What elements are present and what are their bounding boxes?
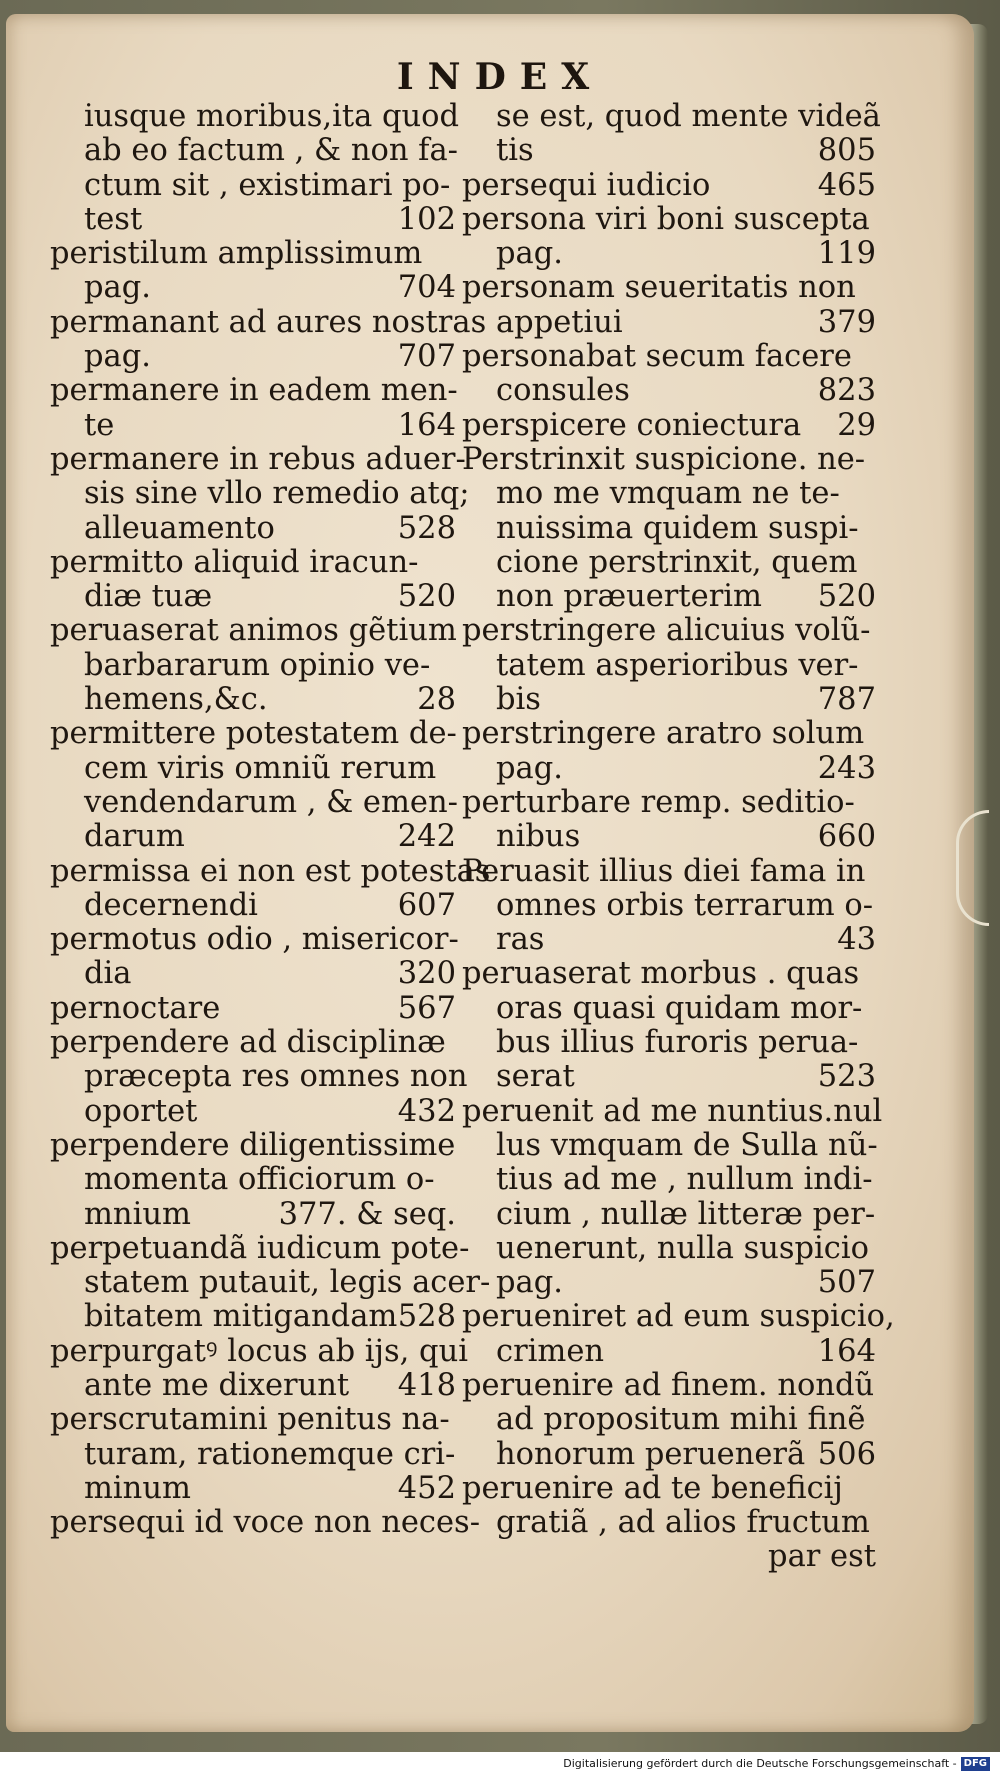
entry-text: mnium — [84, 1196, 191, 1232]
entry-text: ras — [496, 922, 545, 958]
entry-text: Peruasit illius diei fama in — [462, 853, 866, 889]
page-reference: 43 — [837, 922, 876, 958]
entry-text: ad propositum mihi finẽ — [496, 1402, 866, 1438]
entry-text: peruenire ad te beneficij — [462, 1470, 843, 1506]
index-entry-line — [50, 374, 456, 408]
index-entry-line — [50, 169, 456, 203]
entry-text: permanant ad aures nostras — [50, 304, 487, 340]
index-entry-line — [462, 580, 876, 614]
entry-text: vendendarum , & emen- — [84, 784, 458, 820]
index-entry-line — [50, 409, 456, 443]
index-entry-line — [462, 1472, 876, 1506]
entry-text: minum — [84, 1470, 191, 1506]
index-entry-line — [462, 717, 876, 751]
page-reference: 707 — [397, 339, 456, 375]
page-reference: 243 — [817, 750, 876, 786]
index-entry-line — [50, 1403, 456, 1437]
page-reference: 28 — [417, 682, 456, 718]
entry-text: persequi iudicio — [462, 167, 711, 203]
page-reference: 320 — [397, 956, 456, 992]
index-entry-line — [50, 1198, 456, 1232]
entry-text: præcepta res omnes non — [84, 1059, 468, 1095]
page-reference: 164 — [397, 407, 456, 443]
page-reference: 787 — [817, 682, 876, 718]
index-entry-line — [462, 512, 876, 546]
index-entry-line — [462, 1403, 876, 1437]
entry-text: nibus — [496, 819, 581, 855]
entry-text: mo me vmquam ne te- — [496, 476, 840, 512]
page-reference: 432 — [397, 1093, 456, 1129]
entry-text: alleuamento — [84, 510, 275, 546]
index-entry-line — [50, 237, 456, 271]
index-entry-line — [50, 889, 456, 923]
index-entry-line — [462, 1129, 876, 1163]
index-entry-line — [50, 957, 456, 991]
entry-text: serat — [496, 1059, 575, 1095]
entry-text: perstringere alicuius volũ- — [462, 613, 871, 649]
entry-text: persona viri boni suscepta — [462, 201, 870, 237]
index-entry-line — [462, 855, 876, 889]
entry-text: turam, rationemque cri- — [84, 1436, 456, 1472]
index-entry-line — [50, 683, 456, 717]
page-reference: 119 — [817, 236, 876, 272]
index-entry-line — [50, 649, 456, 683]
page-reference: 29 — [837, 407, 876, 443]
page-reference: 379 — [817, 304, 876, 340]
entry-text: ante me dixerunt — [84, 1367, 350, 1403]
entry-text: pag. — [496, 236, 563, 272]
entry-text: decernendi — [84, 887, 258, 923]
entry-text: honorum peruenerã — [496, 1436, 806, 1472]
entry-text: te — [84, 407, 115, 443]
index-entry-line — [462, 1506, 876, 1540]
index-entry-line — [462, 1026, 876, 1060]
index-entry-line — [50, 786, 456, 820]
clasp-ring — [956, 810, 989, 926]
index-entry-line — [462, 820, 876, 854]
index-entry-line — [462, 1369, 876, 1403]
entry-text: peruaserat animos gẽtium — [50, 613, 457, 649]
entry-text: pernoctare — [50, 990, 221, 1026]
entry-text: permitto aliquid iracun- — [50, 544, 419, 580]
index-entry-line — [50, 271, 456, 305]
entry-text: consules — [496, 373, 630, 409]
index-entry-line — [50, 922, 459, 958]
index-entry-line — [50, 1333, 468, 1369]
entry-text: perscrutamini penitus na- — [50, 1402, 450, 1438]
digitization-footer — [0, 1754, 990, 1773]
index-entry-line — [462, 889, 876, 923]
entry-text: tis — [496, 133, 534, 169]
entry-text: bitatem mitigandam — [84, 1299, 398, 1335]
index-entry-line — [462, 683, 876, 717]
index-entry-line — [462, 1438, 876, 1472]
index-entry-line — [50, 580, 456, 614]
entry-text: perturbare remp. seditio- — [462, 784, 855, 820]
index-entry-line — [462, 1540, 876, 1574]
entry-text: momenta officiorum o- — [84, 1162, 435, 1198]
index-entry-line — [50, 304, 487, 340]
index-entry-line — [50, 1163, 456, 1197]
page-reference: 823 — [817, 373, 876, 409]
index-entry-line — [50, 1059, 468, 1095]
index-entry-line — [50, 1369, 456, 1403]
index-entry-line — [50, 1095, 456, 1129]
entry-text: bis — [496, 682, 541, 718]
entry-text: pag. — [84, 270, 151, 306]
entry-text: oportet — [84, 1093, 198, 1129]
index-entry-line — [462, 1060, 876, 1094]
entry-text: perspicere coniectura — [462, 407, 802, 443]
page-reference: par est — [768, 1539, 876, 1575]
index-entry-line — [462, 340, 876, 374]
index-entry-line — [462, 957, 876, 991]
entry-text: peristilum amplissimum — [50, 236, 423, 272]
index-entry-line — [462, 306, 876, 340]
entry-text: statem putauit, legis acer- — [84, 1265, 491, 1301]
index-entry-line — [50, 476, 470, 512]
entry-text: nuissima quidem suspi- — [496, 510, 859, 546]
index-column-right — [462, 99, 895, 1575]
index-entry-line — [462, 203, 876, 237]
page-reference: 102 — [397, 201, 456, 237]
index-entry-line — [50, 1026, 456, 1060]
entry-text: pag. — [496, 1265, 563, 1301]
entry-text: se est, quod mente videã — [496, 99, 881, 134]
entry-text: oras quasi quidam mor- — [496, 990, 863, 1026]
entry-text: darum — [84, 819, 185, 855]
index-entry-line — [50, 512, 456, 546]
index-entry-line — [50, 1505, 480, 1541]
entry-text: bus illius furoris perua- — [496, 1025, 859, 1061]
entry-text: barbararum opinio ve- — [84, 647, 431, 683]
page-reference: 507 — [817, 1265, 876, 1301]
entry-text: lus vmquam de Sulla nũ- — [496, 1127, 878, 1163]
entry-text: perpendere ad disciplinæ — [50, 1025, 446, 1061]
entry-text: sis sine vllo remedio atq; — [84, 476, 470, 512]
index-entry-line — [50, 1265, 491, 1301]
page-reference: 418 — [397, 1367, 456, 1403]
page-reference: 164 — [817, 1333, 876, 1369]
index-entry-line — [462, 1232, 876, 1266]
index-entry-line — [50, 134, 456, 168]
index-entry-line — [462, 992, 876, 1026]
entry-text: personabat secum facere — [462, 339, 852, 375]
entry-text: permanere in rebus aduer- — [50, 441, 466, 477]
index-entry-line — [462, 923, 876, 957]
index-entry-line — [462, 1299, 895, 1335]
entry-text: persequi id voce non neces- — [50, 1505, 480, 1541]
entry-text: personam seueritatis non — [462, 270, 856, 306]
index-entry-line — [462, 477, 876, 511]
dfg-logo: DFG — [961, 1757, 990, 1771]
entry-text: test — [84, 201, 143, 237]
index-entry-line — [462, 1163, 876, 1197]
entry-text: cem viris omniũ rerum — [84, 750, 437, 786]
page-reference: 523 — [817, 1059, 876, 1095]
page-reference: 242 — [397, 819, 456, 855]
entry-text: Perstrinxit suspicione. ne- — [462, 441, 866, 477]
entry-text: iusque moribus,ita quod — [84, 99, 460, 134]
index-entry-line — [462, 1093, 883, 1129]
index-entry-line — [50, 441, 466, 477]
entry-text: peruenit ad me nuntius.nul — [462, 1093, 883, 1129]
entry-text: perpurgatꝰ locus ab ijs, qui — [50, 1333, 468, 1369]
page-reference: 520 — [397, 579, 456, 615]
entry-text: permissa ei non est potestas — [50, 853, 491, 889]
index-entry-line — [50, 614, 456, 648]
index-entry-line — [50, 99, 460, 134]
entry-text: gratiã , ad alios fructum — [496, 1505, 870, 1541]
index-entry-line — [462, 786, 876, 820]
index-entry-line — [50, 853, 491, 889]
index-entry-line — [50, 203, 456, 237]
page-reference: 607 — [397, 887, 456, 923]
index-entry-line — [50, 820, 456, 854]
index-entry-line — [50, 752, 456, 786]
index-entry-line — [50, 1300, 456, 1334]
page-reference: 506 — [817, 1436, 876, 1472]
entry-text: perueniret ad eum suspicio, — [462, 1299, 895, 1335]
entry-text: permanere in eadem men- — [50, 373, 458, 409]
entry-text: perpendere diligentissime — [50, 1127, 456, 1163]
entry-text: peruenire ad finem. nondũ — [462, 1367, 875, 1403]
index-entry-line — [462, 649, 876, 683]
page-reference: 465 — [817, 167, 876, 203]
index-entry-line — [462, 614, 876, 648]
page-reference: 377. & seq. — [278, 1196, 456, 1232]
entry-text: permittere potestatem de- — [50, 716, 457, 752]
entry-text: permotus odio , misericor- — [50, 922, 459, 958]
page-reference: 567 — [397, 990, 456, 1026]
index-entry-line — [50, 1438, 456, 1472]
index-entry-line — [50, 546, 456, 580]
entry-text: tius ad me , nullum indi- — [496, 1162, 873, 1198]
entry-text: non præuerterim — [496, 579, 762, 615]
entry-text: cium , nullæ litteræ per- — [496, 1196, 876, 1232]
index-entry-line — [462, 99, 881, 134]
entry-text: tatem asperioribus ver- — [496, 647, 859, 683]
index-entry-line — [462, 1266, 876, 1300]
index-entry-line — [50, 717, 456, 751]
index-entry-line — [462, 271, 876, 305]
entry-text: crimen — [496, 1333, 605, 1369]
entry-text: perpetuandã iudicum pote- — [50, 1230, 470, 1266]
entry-text: uenerunt, nulla suspicio — [496, 1230, 869, 1266]
index-entry-line — [50, 1230, 470, 1266]
index-entry-line — [462, 374, 876, 408]
index-entry-line — [462, 409, 876, 443]
entry-text: peruaserat morbus . quas — [462, 956, 860, 992]
index-entry-line — [462, 134, 876, 168]
index-entry-line — [462, 443, 876, 477]
index-entry-line — [50, 992, 456, 1026]
entry-text: cione perstrinxit, quem — [496, 544, 858, 580]
page-header: INDEX — [396, 56, 604, 98]
entry-text: pag. — [496, 750, 563, 786]
page-reference: 805 — [817, 133, 876, 169]
index-entry-line — [462, 1198, 876, 1232]
index-entry-line — [462, 237, 876, 271]
entry-text: appetiui — [496, 304, 623, 340]
footer-text: Digitalisierung gefördert durch die Deutsche Forschungsgemeinschaft - — [563, 1757, 957, 1770]
entry-text: diæ tuæ — [84, 579, 213, 615]
index-entry-line — [462, 1335, 876, 1369]
entry-text: pag. — [84, 339, 151, 375]
page-reference: 520 — [817, 579, 876, 615]
entry-text: omnes orbis terrarum o- — [496, 887, 874, 923]
index-entry-line — [462, 546, 876, 580]
index-entry-line — [462, 752, 876, 786]
index-entry-line — [50, 1472, 456, 1506]
page-reference: 704 — [397, 270, 456, 306]
page-reference: 528 — [397, 1299, 456, 1335]
index-entry-line — [50, 340, 456, 374]
entry-text: ctum sit , existimari po- — [84, 167, 451, 203]
index-entry-line — [462, 169, 876, 203]
page-reference: 528 — [397, 510, 456, 546]
entry-text: perstringere aratro solum — [462, 716, 865, 752]
entry-text: dia — [84, 956, 132, 992]
index-column-left — [50, 99, 491, 1541]
page-reference: 452 — [397, 1470, 456, 1506]
page-reference: 660 — [817, 819, 876, 855]
index-entry-line — [50, 1129, 456, 1163]
entry-text: ab eo factum , & non fa- — [84, 133, 458, 169]
entry-text: hemens,&c. — [84, 682, 268, 718]
